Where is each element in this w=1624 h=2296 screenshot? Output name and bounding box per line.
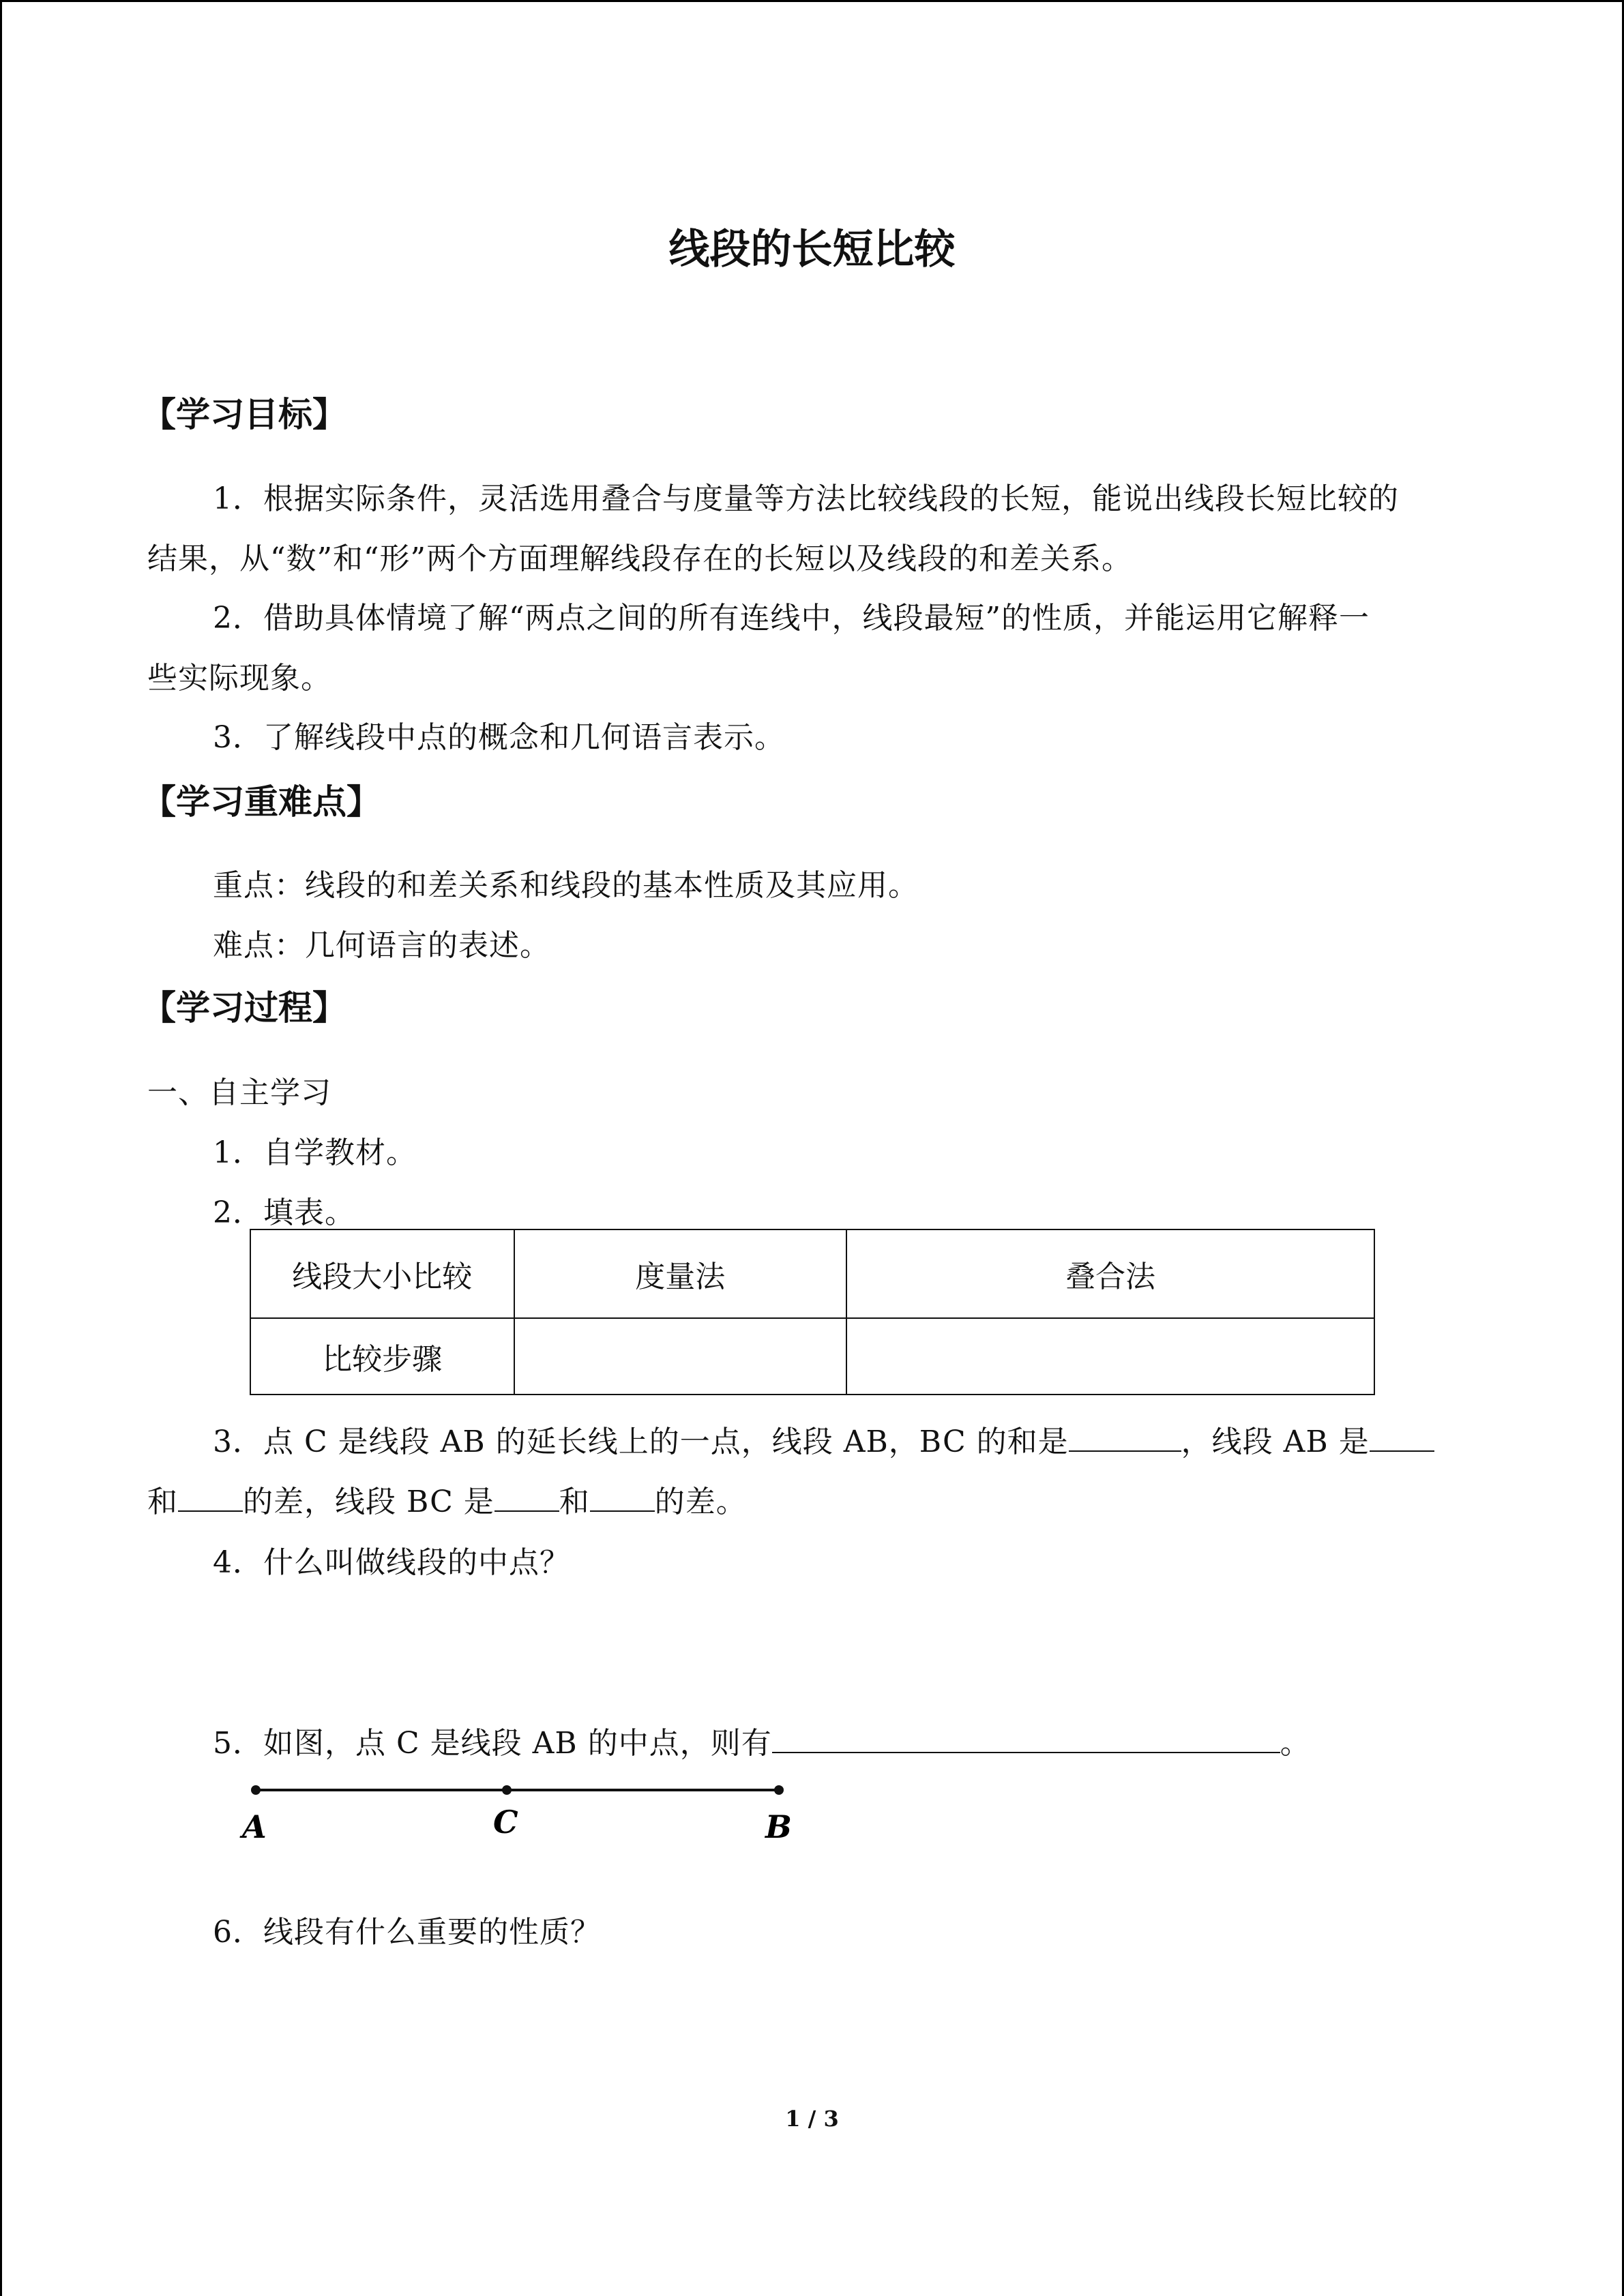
section-key-points: 【学习重难点】 bbox=[142, 782, 381, 822]
table-answer-cell[interactable] bbox=[514, 1318, 846, 1395]
answer-blank[interactable] bbox=[494, 1480, 559, 1512]
question-3-text: 的差，线段 BC 是 bbox=[243, 1485, 494, 1519]
question-3-line-2 bbox=[147, 1477, 747, 1521]
point-a-label: A bbox=[242, 1808, 267, 1845]
point-b-dot bbox=[774, 1785, 784, 1795]
comparison-table bbox=[250, 1229, 1375, 1395]
question-3-text: ，线段 AB 是 bbox=[1181, 1425, 1370, 1459]
part-self-study: 一、自主学习 bbox=[147, 1075, 331, 1110]
question-3-text: 和 bbox=[559, 1485, 590, 1519]
point-a-dot bbox=[251, 1785, 261, 1795]
question-2: 2．填表。 bbox=[213, 1195, 355, 1230]
answer-blank[interactable] bbox=[590, 1480, 655, 1512]
key-point-focus: 重点：线段的和差关系和线段的基本性质及其应用。 bbox=[213, 868, 919, 903]
section-objectives: 【学习目标】 bbox=[142, 395, 346, 434]
page-number: 1 / 3 bbox=[785, 2106, 839, 2132]
question-5-text: 5．如图，点 C 是线段 AB 的中点，则有 bbox=[213, 1726, 772, 1761]
answer-blank[interactable] bbox=[772, 1722, 1280, 1753]
answer-blank[interactable] bbox=[178, 1480, 243, 1512]
section-process: 【学习过程】 bbox=[142, 988, 346, 1028]
segment-figure bbox=[232, 1770, 805, 1858]
question-3-line-1 bbox=[213, 1417, 1434, 1461]
question-6: 6．线段有什么重要的性质？ bbox=[213, 1915, 601, 1950]
page-title: 线段的长短比较 bbox=[668, 226, 956, 273]
question-3-text: 3．点 C 是线段 AB 的延长线上的一点，线段 AB，BC 的和是 bbox=[213, 1425, 1069, 1459]
objective-2-line-1: 2．借助具体情境了解“两点之间的所有连线中，线段最短”的性质，并能运用它解释一 bbox=[213, 601, 1370, 636]
question-3-text: 和 bbox=[147, 1485, 178, 1519]
question-1: 1．自学教材。 bbox=[213, 1135, 417, 1170]
objective-2-line-2: 些实际现象。 bbox=[147, 661, 331, 696]
question-5 bbox=[213, 1718, 1311, 1762]
answer-blank[interactable] bbox=[1069, 1420, 1181, 1452]
question-3-text: 的差。 bbox=[654, 1485, 747, 1519]
table-header-cell: 线段大小比较 bbox=[250, 1229, 514, 1318]
point-b-label: B bbox=[765, 1808, 792, 1845]
table-header-cell: 叠合法 bbox=[846, 1229, 1374, 1318]
objective-1-line-1: 1．根据实际条件，灵活选用叠合与度量等方法比较线段的长短，能说出线段长短比较的 bbox=[213, 481, 1399, 516]
objective-1-line-2: 结果，从“数”和“形”两个方面理解线段存在的长短以及线段的和差关系。 bbox=[147, 541, 1132, 576]
key-point-difficulty: 难点：几何语言的表述。 bbox=[213, 928, 550, 963]
table-answer-cell[interactable] bbox=[846, 1318, 1374, 1395]
point-c-dot bbox=[502, 1785, 512, 1795]
question-5-end: 。 bbox=[1280, 1726, 1311, 1761]
table-header-cell: 度量法 bbox=[514, 1229, 846, 1318]
table-row-label: 比较步骤 bbox=[250, 1318, 514, 1395]
point-c-label: C bbox=[493, 1804, 518, 1840]
objective-3: 3．了解线段中点的概念和几何语言表示。 bbox=[213, 720, 785, 755]
question-4: 4．什么叫做线段的中点？ bbox=[213, 1545, 570, 1580]
answer-blank[interactable] bbox=[1370, 1420, 1434, 1452]
